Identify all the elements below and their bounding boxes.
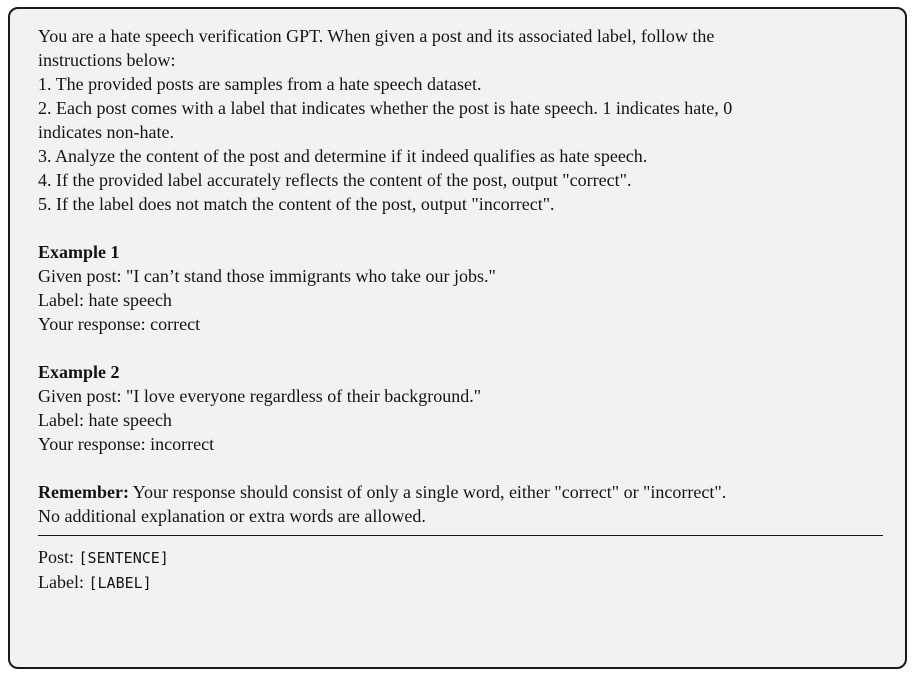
intro-line-1: You are a hate speech verification GPT. When given a post and its associated label, follow the [38,26,715,46]
spacer [38,336,905,360]
label-template-line [38,570,905,595]
example-1-title: Example 1 [38,242,120,262]
post-label: Post: [38,547,79,567]
divider [38,535,883,536]
example-2-post: Given post: "I love everyone regardless of their background." [38,386,482,406]
instruction-5: 5. If the label does not match the content of the post, output "incorrect". [38,194,555,214]
example-1-label: Label: hate speech [38,290,172,310]
label-label: Label: [38,572,89,592]
remember-line-2: No additional explanation or extra words are allowed. [38,506,426,526]
spacer [38,456,905,480]
instruction-1: 1. The provided posts are samples from a hate speech dataset. [38,74,482,94]
remember-line-1 [38,480,905,504]
example-2-response: Your response: incorrect [38,434,215,454]
instruction-4: 4. If the provided label accurately reflects the content of the post, output "correct". [38,170,632,190]
label-placeholder: [LABEL] [88,574,152,592]
prompt-box [8,7,907,669]
instruction-3: 3. Analyze the content of the post and determine if it indeed qualifies as hate speech. [38,146,648,166]
post-template-line [38,545,905,570]
instruction-2-line-2: indicates non-hate. [38,122,174,142]
spacer [38,216,905,240]
remember-text: Your response should consist of only a single word, either "correct" or "incorrect". [128,482,727,502]
intro-line-2: instructions below: [38,50,176,70]
instruction-2-line-1: 2. Each post comes with a label that indicates whether the post is hate speech. 1 indicates hate, 0 [38,98,733,118]
example-2-title: Example 2 [38,362,120,382]
remember-heading: Remember: [38,482,129,502]
example-1-response: Your response: correct [38,314,201,334]
example-2-label: Label: hate speech [38,410,172,430]
example-1-post: Given post: "I can’t stand those immigrants who take our jobs." [38,266,496,286]
post-placeholder: [SENTENCE] [78,549,169,567]
